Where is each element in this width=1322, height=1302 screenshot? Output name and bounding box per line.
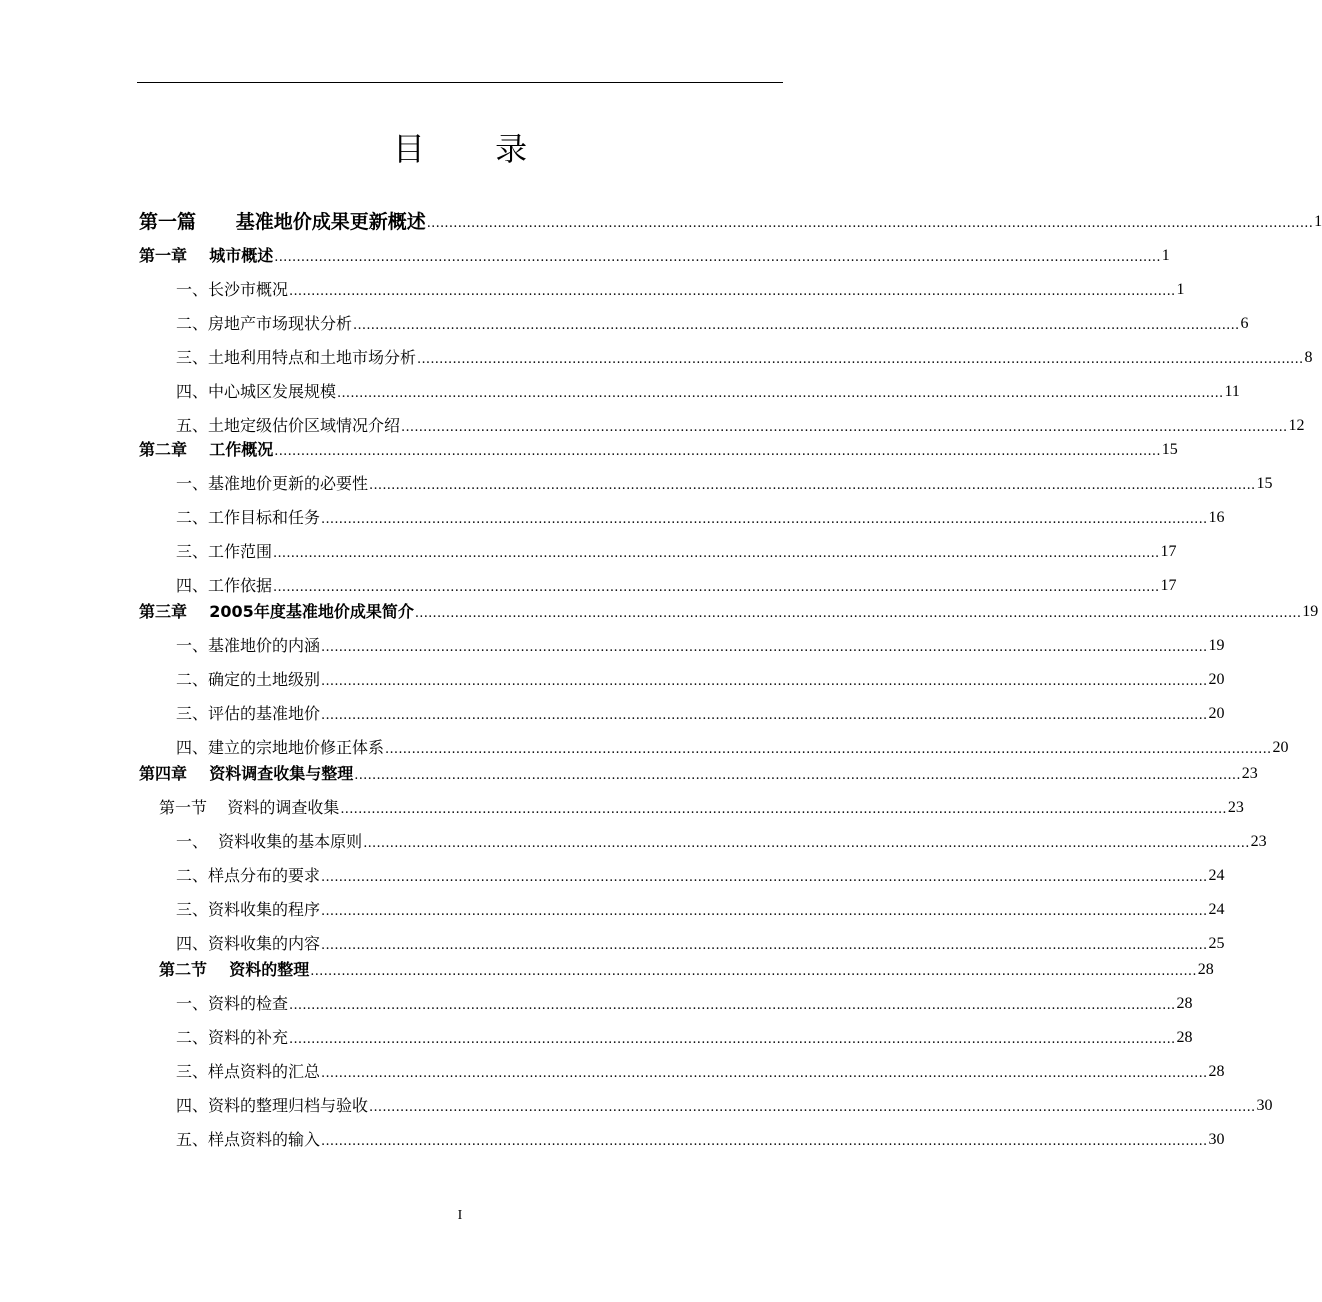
toc-leader-dots: ........................................................................................................................................................................................................ (369, 1100, 1256, 1115)
toc-entry[interactable] (176, 988, 1193, 1014)
toc-entry-page: 28 (1176, 995, 1193, 1012)
toc-title: 目 录 (392, 130, 558, 168)
toc-leader-dots: ........................................................................................................................................................................................................ (321, 674, 1208, 689)
toc-leader-dots: ........................................................................................................................................................................................................ (363, 836, 1250, 851)
toc-entry-page: 6 (1240, 315, 1249, 332)
toc-entry-page: 23 (1241, 765, 1258, 782)
toc-leader-dots: ........................................................................................................................................................................................................ (273, 580, 1160, 595)
toc-leader-dots: ........................................................................................................................................................................................................ (274, 444, 1161, 459)
toc-leader-dots: ........................................................................................................................................................................................................ (417, 352, 1304, 367)
toc-entry-label: 五、土地定级估价区域情况介绍 (176, 416, 401, 435)
toc-leader-dots: ........................................................................................................................................................................................................ (321, 512, 1208, 527)
toc-entry[interactable] (159, 792, 1244, 818)
toc-entry[interactable] (176, 1056, 1225, 1082)
toc-entry-page: 17 (1160, 543, 1177, 560)
toc-entry[interactable] (176, 928, 1225, 954)
toc-entry[interactable] (139, 240, 1170, 266)
toc-entry-label: 第四章 资料调查收集与整理 (139, 764, 354, 783)
toc-leader-dots: ........................................................................................................................................................................................................ (321, 904, 1208, 919)
toc-entry[interactable] (176, 570, 1177, 596)
toc-entry-page: 28 (1208, 1063, 1225, 1080)
toc-entry-label: 二、房地产市场现状分析 (176, 314, 353, 333)
toc-entry-label: 三、土地利用特点和土地市场分析 (176, 348, 417, 367)
toc-entry-page: 1 (1314, 213, 1322, 230)
toc-entry-label: 第一节 资料的调查收集 (159, 798, 340, 817)
toc-entry[interactable] (176, 664, 1225, 690)
toc-entry-label: 二、确定的土地级别 (176, 670, 321, 689)
toc-leader-dots: ........................................................................................................................................................................................................ (274, 250, 1161, 265)
toc-entry-label: 四、工作依据 (176, 576, 273, 595)
toc-leader-dots: ........................................................................................................................................................................................................ (337, 386, 1224, 401)
toc-leader-dots: ........................................................................................................................................................................................................ (321, 870, 1208, 885)
toc-entry[interactable] (176, 468, 1273, 494)
toc-leader-dots: ........................................................................................................................................................................................................ (401, 420, 1288, 435)
toc-entry-page: 24 (1208, 867, 1225, 884)
toc-entry-page: 20 (1208, 705, 1225, 722)
toc-leader-dots: ........................................................................................................................................................................................................ (289, 1032, 1176, 1047)
toc-entry-label: 二、资料的补充 (176, 1028, 289, 1047)
toc-entry[interactable] (176, 274, 1185, 300)
toc-leader-dots: ........................................................................................................................................................................................................ (354, 768, 1241, 783)
toc-leader-dots: ........................................................................................................................................................................................................ (321, 1066, 1208, 1081)
toc-entry-page: 19 (1208, 637, 1225, 654)
toc-leader-dots: ........................................................................................................................................................................................................ (426, 216, 1314, 231)
toc-entry-page: 28 (1197, 961, 1214, 978)
toc-entry[interactable] (139, 596, 1319, 622)
toc-entry-page: 23 (1250, 833, 1267, 850)
toc-leader-dots: ........................................................................................................................................................................................................ (321, 708, 1208, 723)
toc-entry-label: 第一章 城市概述 (139, 246, 274, 265)
toc-leader-dots: ........................................................................................................................................................................................................ (353, 318, 1240, 333)
toc-entry-page: 11 (1224, 383, 1240, 400)
toc-entry-label: 第三章 2005年度基准地价成果简介 (139, 602, 414, 621)
toc-entry[interactable] (139, 758, 1258, 784)
toc-entry-label: 四、资料收集的内容 (176, 934, 321, 953)
toc-entry-label: 四、建立的宗地地价修正体系 (176, 738, 385, 757)
toc-entry-label: 第一篇 基准地价成果更新概述 (139, 211, 426, 233)
toc-entry-page: 30 (1256, 1097, 1273, 1114)
toc-entry-page: 28 (1176, 1029, 1193, 1046)
toc-entry[interactable] (176, 308, 1249, 334)
toc-leader-dots: ........................................................................................................................................................................................................ (289, 998, 1176, 1013)
toc-entry-page: 17 (1160, 577, 1177, 594)
toc-entry[interactable] (176, 1124, 1225, 1150)
toc-entry-label: 第二节 资料的整理 (159, 960, 310, 979)
toc-entry-page: 20 (1272, 739, 1289, 756)
toc-entry-label: 四、资料的整理归档与验收 (176, 1096, 369, 1115)
toc-entry-page: 1 (1161, 247, 1170, 264)
toc-entry-page: 25 (1208, 935, 1225, 952)
toc-leader-dots: ........................................................................................................................................................................................................ (273, 546, 1160, 561)
toc-leader-dots: ........................................................................................................................................................................................................ (321, 1134, 1208, 1149)
toc-entry-page: 20 (1208, 671, 1225, 688)
toc-leader-dots: ........................................................................................................................................................................................................ (340, 802, 1227, 817)
toc-entry-label: 二、样点分布的要求 (176, 866, 321, 885)
toc-leader-dots: ........................................................................................................................................................................................................ (369, 478, 1256, 493)
toc-entry-label: 四、中心城区发展规模 (176, 382, 337, 401)
toc-entry-label: 一、基准地价的内涵 (176, 636, 321, 655)
toc-entry-page: 15 (1161, 441, 1178, 458)
toc-leader-dots: ........................................................................................................................................................................................................ (414, 606, 1302, 621)
toc-entry[interactable] (139, 206, 1322, 233)
toc-entry-label: 一、 资料收集的基本原则 (176, 832, 363, 851)
toc-entry-page: 12 (1288, 417, 1305, 434)
toc-entry[interactable] (176, 1022, 1193, 1048)
toc-entry-label: 三、样点资料的汇总 (176, 1062, 321, 1081)
toc-entry[interactable] (176, 410, 1305, 436)
toc-entry[interactable] (176, 502, 1225, 528)
toc-entry-label: 三、评估的基准地价 (176, 704, 321, 723)
toc-entry-page: 24 (1208, 901, 1225, 918)
toc-leader-dots: ........................................................................................................................................................................................................ (310, 964, 1197, 979)
toc-entry-label: 一、基准地价更新的必要性 (176, 474, 369, 493)
toc-entry-label: 第二章 工作概况 (139, 440, 274, 459)
toc-entry-page: 23 (1227, 799, 1244, 816)
toc-entry[interactable] (176, 1090, 1273, 1116)
toc-entry-page: 16 (1208, 509, 1225, 526)
toc-entry-label: 五、样点资料的输入 (176, 1130, 321, 1149)
toc-entry[interactable] (139, 434, 1178, 460)
toc-entry[interactable] (176, 894, 1225, 920)
toc-entry-label: 三、工作范围 (176, 542, 273, 561)
toc-entry-page: 19 (1302, 603, 1319, 620)
toc-entry[interactable] (176, 860, 1225, 886)
toc-entry-label: 二、工作目标和任务 (176, 508, 321, 527)
toc-entry-page: 15 (1256, 475, 1273, 492)
toc-entry[interactable] (176, 630, 1225, 656)
toc-leader-dots: ........................................................................................................................................................................................................ (321, 938, 1208, 953)
toc-entry-label: 一、资料的检查 (176, 994, 289, 1013)
toc-entry-page: 30 (1208, 1131, 1225, 1148)
toc-entry[interactable] (176, 342, 1313, 368)
toc-entry-page: 1 (1176, 281, 1185, 298)
toc-entry-label: 三、资料收集的程序 (176, 900, 321, 919)
toc-entry-label: 一、长沙市概况 (176, 280, 289, 299)
toc-entry[interactable] (176, 376, 1240, 402)
toc-entry[interactable] (176, 826, 1267, 852)
toc-entry[interactable] (159, 954, 1214, 980)
toc-entry[interactable] (176, 698, 1225, 724)
toc-leader-dots: ........................................................................................................................................................................................................ (289, 284, 1176, 299)
toc-entry-page: 8 (1304, 349, 1313, 366)
toc-leader-dots: ........................................................................................................................................................................................................ (385, 742, 1272, 757)
toc-leader-dots: ........................................................................................................................................................................................................ (321, 640, 1208, 655)
toc-entry[interactable] (176, 732, 1289, 758)
page-number: I (457, 1208, 463, 1223)
toc-entry[interactable] (176, 536, 1177, 562)
